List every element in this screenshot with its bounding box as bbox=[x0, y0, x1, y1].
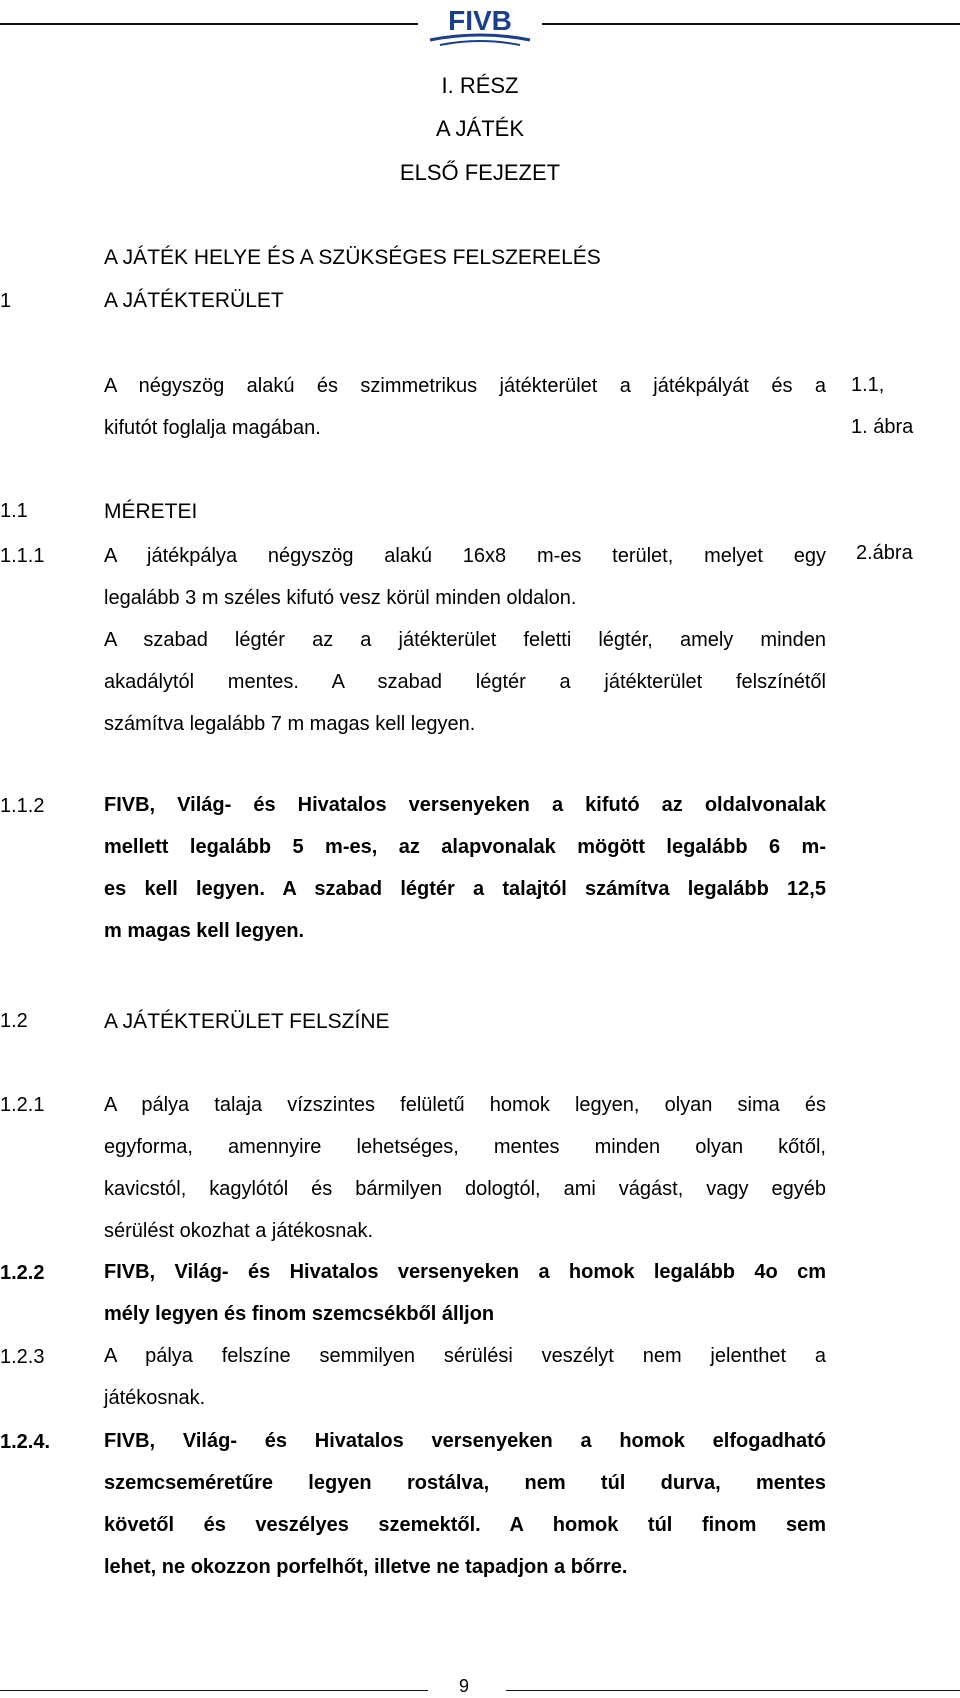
fivb-logo bbox=[420, 0, 540, 48]
svg-text:FIVB: FIVB bbox=[448, 5, 512, 36]
paragraph-line: kavicstól, kagylótól és bármilyen dologtól, ami vágást, vagy egyéb bbox=[104, 1178, 826, 1200]
game-title: A JÁTÉK bbox=[435, 116, 525, 141]
paragraph-line: egyforma, amennyire lehetséges, mentes minden olyan kőtől, bbox=[104, 1136, 826, 1158]
paragraph-line: akadálytól mentes. A szabad légtér a játékterület felszínétől bbox=[104, 671, 826, 693]
paragraph-line: FIVB, Világ- és Hivatalos versenyeken a homok elfogadható bbox=[104, 1430, 826, 1452]
section-1-2-1-number: 1.2.1 bbox=[0, 1094, 45, 1116]
paragraph-line: A pálya talaja vízszintes felületű homok legyen, olyan sima és bbox=[104, 1094, 826, 1116]
paragraph-line: lehet, ne okozzon porfelhőt, illetve ne tapadjon a bőrre. bbox=[104, 1556, 628, 1578]
section-1-1-2-text bbox=[104, 784, 826, 952]
ref-figure-1: 1. ábra bbox=[851, 416, 914, 438]
paragraph-line: A pálya felszíne semmilyen sérülési veszélyt nem jelenthet a bbox=[104, 1345, 826, 1367]
section-1-1-title: MÉRETEI bbox=[104, 500, 198, 523]
header-rule-right bbox=[542, 23, 960, 25]
section-heading-line2: A JÁTÉKTERÜLET bbox=[104, 289, 284, 312]
paragraph-line: m magas kell legyen. bbox=[104, 920, 305, 942]
paragraph-line: sérülést okozhat a játékosnak. bbox=[104, 1220, 374, 1242]
paragraph-line: A játékpálya négyszög alakú 16x8 m-es terület, melyet egy bbox=[104, 545, 826, 567]
section-1-1-1-number: 1.1.1 bbox=[0, 545, 45, 567]
intro-paragraph bbox=[104, 365, 826, 449]
section-1-1-2-number: 1.1.2 bbox=[0, 795, 45, 817]
section-1-2-3-number: 1.2.3 bbox=[0, 1346, 45, 1368]
paragraph-line: A szabad légtér az a játékterület feletti légtér, amely minden bbox=[104, 629, 826, 651]
section-1-2-title: A JÁTÉKTERÜLET FELSZÍNE bbox=[104, 1010, 390, 1033]
section-1-2-number: 1.2 bbox=[0, 1010, 28, 1032]
paragraph-line: mellett legalább 5 m-es, az alapvonalak mögött legalább 6 m- bbox=[104, 836, 826, 858]
section-1-2-2-text bbox=[104, 1251, 826, 1335]
page-number: 9 bbox=[458, 1676, 469, 1696]
paragraph-line: FIVB, Világ- és Hivatalos versenyeken a kifutó az oldalvonalak bbox=[104, 794, 826, 816]
paragraph-line: mély legyen és finom szemcsékből álljon bbox=[104, 1303, 495, 1325]
paragraph-line: szemcseméretűre legyen rostálva, nem túl durva, mentes bbox=[104, 1472, 826, 1494]
intro-line: kifutót foglalja magában. bbox=[104, 417, 321, 439]
section-1-2-4-number: 1.2.4. bbox=[0, 1431, 51, 1453]
paragraph-line: követől és veszélyes szemektől. A homok túl finom sem bbox=[104, 1514, 826, 1536]
section-1-2-4-text bbox=[104, 1420, 826, 1588]
intro-line: A négyszög alakú és szimmetrikus játékterület a játékpályát és a bbox=[104, 375, 826, 397]
section-1-1-number: 1.1 bbox=[0, 500, 28, 522]
section-1-2-3-text bbox=[104, 1335, 826, 1419]
section-heading-line1: A JÁTÉK HELYE ÉS A SZÜKSÉGES FELSZERELÉS bbox=[104, 246, 601, 269]
section-1-1-1-text bbox=[104, 535, 826, 745]
part-title: I. RÉSZ bbox=[441, 73, 519, 98]
section-number: 1 bbox=[0, 290, 12, 312]
section-1-2-2-number: 1.2.2 bbox=[0, 1262, 45, 1284]
paragraph-line: legalább 3 m széles kifutó vesz körül minden oldalon. bbox=[104, 587, 577, 609]
ref-figure-2: 2.ábra bbox=[856, 542, 913, 564]
paragraph-line: játékosnak. bbox=[104, 1387, 206, 1409]
section-1-2-1-text bbox=[104, 1084, 826, 1252]
paragraph-line: es kell legyen. A szabad légtér a talajtól számítva legalább 12,5 bbox=[104, 878, 826, 900]
chapter-title: ELSŐ FEJEZET bbox=[399, 160, 561, 185]
header-rule-left bbox=[0, 23, 418, 25]
ref-1-1: 1.1, bbox=[851, 374, 885, 396]
paragraph-line: FIVB, Világ- és Hivatalos versenyeken a homok legalább 4o cm bbox=[104, 1261, 826, 1283]
paragraph-line: számítva legalább 7 m magas kell legyen. bbox=[104, 713, 476, 735]
